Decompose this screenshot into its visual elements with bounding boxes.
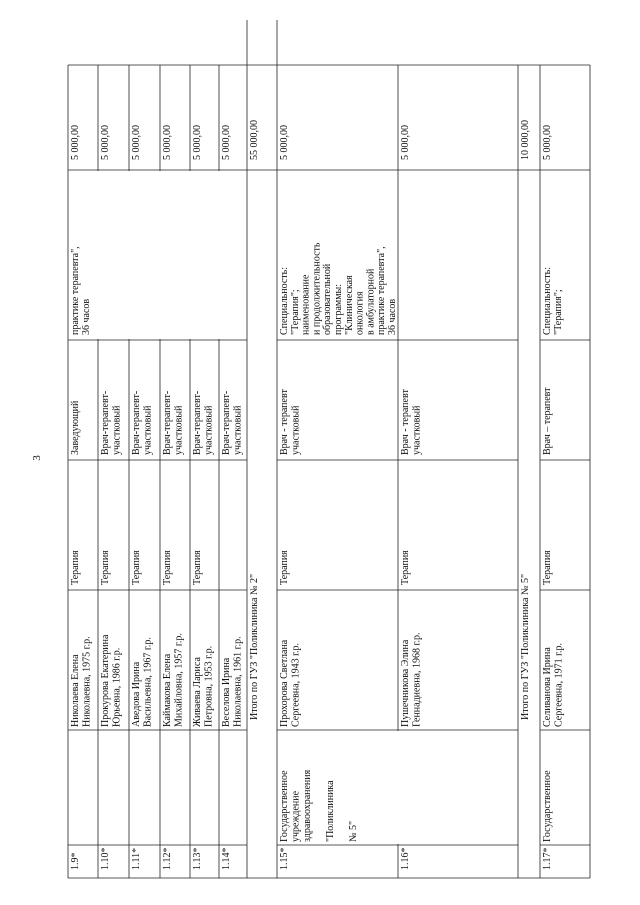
row-number-line: 1.16* xyxy=(400,847,411,870)
training-cell-line: Специальность: xyxy=(542,267,553,335)
institution-cell-line: здравоохранения xyxy=(302,769,313,842)
row-number xyxy=(162,848,173,871)
position-cell xyxy=(100,391,123,455)
position-cell-line: участковый xyxy=(142,405,154,455)
row-number-line: 1.14* xyxy=(221,847,232,870)
employee-name-cell-line: Селиванова Ирина xyxy=(542,647,553,727)
merged-training-mask xyxy=(97,171,221,339)
training-cell-line: практике терапевта", xyxy=(376,246,388,335)
employee-name-cell-line: Пушечникова Элина xyxy=(400,639,411,727)
row-number xyxy=(100,848,111,871)
amount-cell xyxy=(70,125,81,160)
training-cell-line: 36 часов xyxy=(387,298,398,335)
specialty-cell-line: Терапия xyxy=(400,550,411,585)
amount-cell xyxy=(279,125,290,160)
row-number-line: 1.12* xyxy=(162,847,173,870)
position-cell xyxy=(542,387,553,455)
page-number: 3 xyxy=(30,455,43,461)
specialty-cell xyxy=(192,550,203,585)
position-cell xyxy=(131,391,154,455)
institution-cell-line: Государственное xyxy=(279,770,290,842)
employee-name-cell-line: Аведова Ирина xyxy=(131,661,142,727)
row-number xyxy=(192,848,203,871)
amount-cell xyxy=(131,125,142,160)
amount-cell-line: 5 000,00 xyxy=(100,125,111,160)
mask-segment xyxy=(159,171,162,339)
employee-name-cell xyxy=(279,639,302,727)
institution-cell-line: Государственное xyxy=(542,770,553,842)
amount-cell-line: 5 000,00 xyxy=(279,125,290,160)
institution-cell-line: учреждение xyxy=(290,790,302,842)
position-cell-line: Врач - терапевт xyxy=(279,389,290,455)
total-amount xyxy=(249,120,260,160)
employee-name-cell xyxy=(542,643,565,727)
row-number xyxy=(279,848,290,871)
amount-cell xyxy=(162,125,173,160)
total-amount xyxy=(520,120,531,160)
position-cell-line: участковый xyxy=(203,405,215,455)
row-number-line: 1.10* xyxy=(100,847,111,870)
employee-name-cell-line: Николаевна, 1975 г.р. xyxy=(81,636,93,727)
employee-name-cell-line: Геннадиевна, 1968 г.р. xyxy=(411,632,423,727)
specialty-cell-line: Терапия xyxy=(192,550,203,585)
specialty-cell-line: Терапия xyxy=(100,550,111,585)
training-cell-line: Специальность: xyxy=(279,267,290,335)
position-cell-line: участковый xyxy=(111,405,123,455)
amount-cell xyxy=(542,125,553,160)
amount-cell xyxy=(221,125,232,160)
training-cell-line: "Терапия"; xyxy=(289,289,301,335)
training-cell xyxy=(542,267,564,335)
specialty-cell-line: Терапия xyxy=(131,550,142,585)
row-number-line: 1.9* xyxy=(70,852,81,870)
training-cell-line: "Терапия"; xyxy=(552,289,564,335)
row-number xyxy=(400,848,411,871)
amount-cell-line: 5 000,00 xyxy=(131,125,142,160)
employee-name-cell-line: Веселова Ирина xyxy=(221,657,232,727)
employee-name-cell-line: Сергеевна, 1943 г.р. xyxy=(290,642,302,727)
position-cell-line: Заведующий xyxy=(70,400,81,455)
position-cell-line: участковый xyxy=(173,405,185,455)
specialty-cell xyxy=(279,550,290,585)
table-cells xyxy=(70,120,565,870)
employee-name-cell xyxy=(221,636,244,727)
position-cell-line: Врач-терапевт- xyxy=(100,390,111,455)
employee-name-cell-line: Каймакова Елена xyxy=(162,653,173,727)
specialty-cell xyxy=(542,550,553,585)
amount-cell-line: 5 000,00 xyxy=(221,125,232,160)
employee-name-cell-line: Прокурова Екатерина xyxy=(100,634,111,727)
amount-cell-line: 5 000,00 xyxy=(162,125,173,160)
row-number xyxy=(131,848,142,870)
mask-segment xyxy=(128,171,131,339)
total-amount-line: 55 000,00 xyxy=(249,120,260,160)
amount-cell-line: 5 000,00 xyxy=(192,125,203,160)
training-cell-line: в амбулаторной xyxy=(365,268,377,335)
amount-cell-line: 5 000,00 xyxy=(400,125,411,160)
position-cell-line: Врач-терапевт- xyxy=(162,390,173,455)
employee-name-cell xyxy=(70,636,93,727)
amount-cell xyxy=(400,125,411,160)
position-cell xyxy=(192,391,215,455)
employee-name-cell xyxy=(192,646,215,727)
total-label xyxy=(520,574,531,720)
mask-segment xyxy=(97,171,100,339)
position-cell-line: Врач-терапевт- xyxy=(192,390,203,455)
total-amount-line: 10 000,00 xyxy=(520,120,531,160)
specialty-cell-line: Терапия xyxy=(162,550,173,585)
training-cell-line: "Клиническая xyxy=(343,275,355,335)
row-number xyxy=(221,848,232,871)
amount-cell-line: 5 000,00 xyxy=(542,125,553,160)
position-cell xyxy=(221,391,244,455)
amount-cell-line: 5 000,00 xyxy=(70,125,81,160)
employee-name-cell-line: Живаева Лариса xyxy=(192,657,203,727)
specialty-cell xyxy=(162,550,173,585)
specialty-cell xyxy=(70,550,81,585)
employee-name-cell xyxy=(100,634,123,727)
specialty-cell xyxy=(131,550,142,585)
position-cell-line: Врач-терапевт- xyxy=(131,390,142,455)
institution-cell-line: "Поликлиника xyxy=(325,780,336,842)
position-cell-line: Врач – терапевт xyxy=(542,387,553,455)
position-cell xyxy=(400,389,423,455)
employee-name-cell xyxy=(131,637,154,727)
institution-cell xyxy=(542,770,553,842)
specialty-cell xyxy=(400,550,411,585)
specialty-cell-line: Терапия xyxy=(70,550,81,585)
row-number-line: 1.15* xyxy=(279,847,290,870)
training-cell-line: образовательной xyxy=(322,263,334,335)
training-cell-line: и продолжительность xyxy=(311,242,323,335)
row-number-line: 1.11* xyxy=(131,847,142,870)
employee-name-cell-line: Васильевна, 1967 г.р. xyxy=(142,637,154,727)
institution-cell xyxy=(279,769,359,842)
employee-name-cell-line: Петровна, 1953 г.р. xyxy=(203,645,215,727)
position-cell-line: участковый xyxy=(411,405,423,455)
specialty-cell-line: Терапия xyxy=(542,550,553,585)
position-cell-line: Врач - терапевт xyxy=(400,389,411,455)
employee-name-cell-line: Николаевна, 1961 г.р. xyxy=(232,636,244,727)
employee-name-cell-line: Прохорова Светлана xyxy=(279,639,290,727)
employee-name-cell-line: Сергеевна, 1971 г.р. xyxy=(553,642,565,727)
employee-name-cell xyxy=(162,633,185,727)
training-cell-line: программы: xyxy=(333,283,344,335)
institution-cell-line: № 5" xyxy=(348,820,359,842)
training-cell-line: практике терапевта", xyxy=(70,246,81,335)
position-cell xyxy=(279,389,302,455)
row-number xyxy=(542,848,553,871)
employee-name-cell-line: Николаева Елена xyxy=(70,654,81,727)
specialty-cell xyxy=(100,550,111,585)
position-cell xyxy=(162,391,185,455)
employee-name-cell xyxy=(400,633,423,727)
amount-cell xyxy=(192,125,203,160)
mask-segment xyxy=(189,171,192,339)
training-cell-line: наименование xyxy=(300,274,312,335)
training-cell-line: онкология xyxy=(354,291,366,335)
row-number xyxy=(70,853,81,871)
training-cell-line: 36 часов xyxy=(80,298,92,335)
employee-name-cell-line: Михайловна, 1957 г.р. xyxy=(173,633,185,727)
total-label-line: Итого по ГУЗ "Поликлиника № 2" xyxy=(249,573,260,720)
employee-name-cell-line: Юрьевна, 1986 г.р. xyxy=(111,647,123,727)
position-cell-line: участковый xyxy=(232,405,244,455)
total-label-line: Итого по ГУЗ "Поликлиника № 5" xyxy=(520,573,531,720)
training-cell xyxy=(279,242,398,335)
training-cell xyxy=(70,246,92,335)
row-number-line: 1.17* xyxy=(542,847,553,870)
position-cell-line: Врач-терапевт- xyxy=(221,390,232,455)
row-number-line: 1.13* xyxy=(192,847,203,870)
mask-segment xyxy=(218,171,221,339)
total-label xyxy=(249,574,260,720)
amount-cell xyxy=(100,125,111,160)
position-cell xyxy=(70,400,81,455)
specialty-cell-line: Терапия xyxy=(279,550,290,585)
position-cell-line: участковый xyxy=(290,405,302,455)
merged-cell-mask xyxy=(396,731,400,844)
